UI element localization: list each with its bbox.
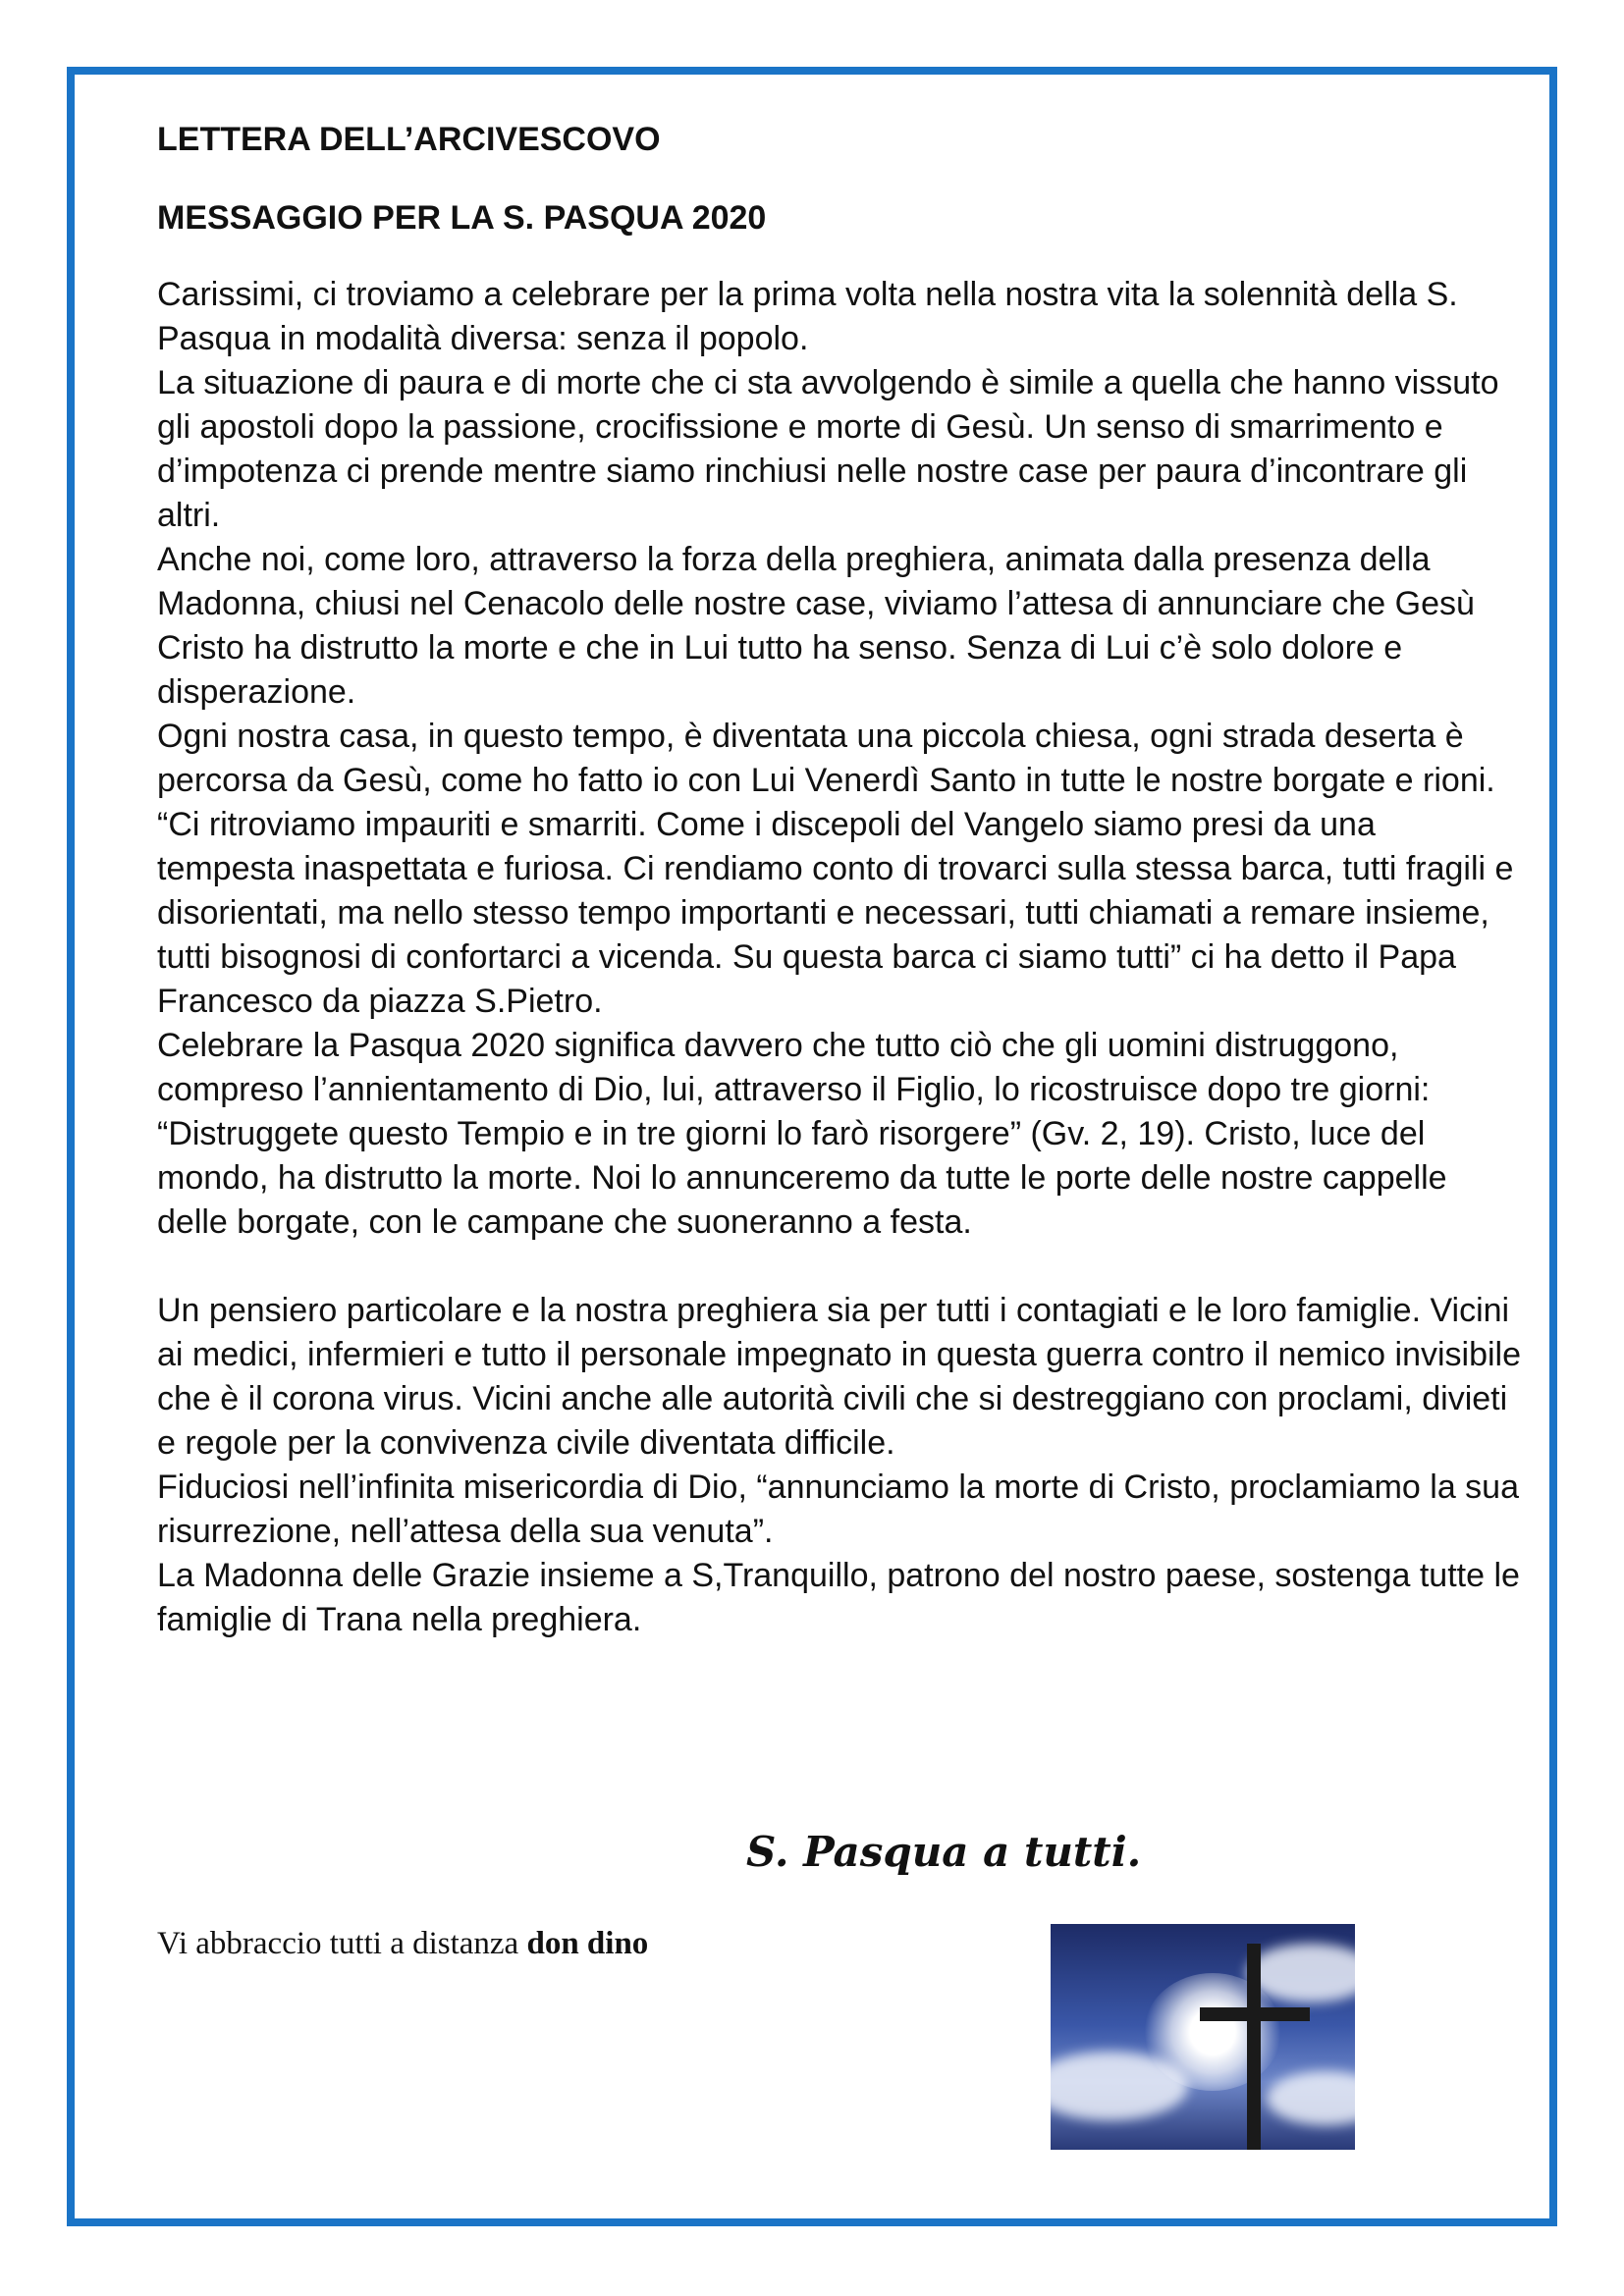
- easter-greeting: S. Pasqua a tutti.: [746, 1828, 1142, 1876]
- paragraph: Anche noi, come loro, attraverso la forza della preghiera, animata dalla presenza della Madonna, chiusi nel Cenacolo delle nostre case, viviamo l’attesa di annunciare che Gesù Cristo ha distrutto la morte e che in Lui tutto ha senso. Senza di Lui c’è solo dolore e disperazione.: [157, 541, 1475, 711]
- paragraph: Ogni nostra casa, in questo tempo, è diventata una piccola chiesa, ogni strada deserta è percorsa da Gesù, come ho fatto io con Lui Venerdì Santo in tutte le nostre borgate e rioni.: [157, 718, 1495, 799]
- paragraph: “Ci ritroviamo impauriti e smarriti. Come i discepoli del Vangelo siamo presi da una tempesta inaspettata e furiosa. Ci rendiamo conto di trovarci sulla stessa barca, tutti fragili e disorientati, ma nello stesso tempo importanti e necessari, tutti chiamati a remare insieme, tutti bisognosi di confortarci a vicenda. Su questa barca ci siamo tutti” ci ha detto il Papa Francesco da piazza S.Pietro.: [157, 806, 1514, 1020]
- cross-in-sky-icon: [1051, 1924, 1355, 2150]
- letter-title: LETTERA DELL’ARCIVESCOVO: [157, 121, 661, 158]
- paragraph: Celebrare la Pasqua 2020 significa davvero che tutto ciò che gli uomini distruggono, compreso l’annientamento di Dio, lui, attraverso il Figlio, lo ricostruisce dopo tre giorni: “Distruggete questo Tempio e in tre giorni lo farò risorgere” (Gv. 2, 19). Cristo, luce del mondo, ha distrutto la morte. Noi lo annunceremo da tutte le porte delle nostre cappelle delle borgate, con le campane che suoneranno a festa.: [157, 1027, 1447, 1241]
- letter-subtitle: MESSAGGIO PER LA S. PASQUA 2020: [157, 199, 767, 237]
- paragraph: Fiduciosi nell’infinita misericordia di Dio, “annunciamo la morte di Cristo, proclamiamo la sua risurrezione, nell’attesa della sua venuta”.: [157, 1468, 1519, 1550]
- paragraph: Un pensiero particolare e la nostra preghiera sia per tutti i contagiati e le loro famiglie. Vicini ai medici, infermieri e tutto il personale impegnato in questa guerra contro il nemico invisibile che è il corona virus. Vicini anche alle autorità civili che si destreggiano con proclami, divieti e regole per la convivenza civile diventata difficile.: [157, 1292, 1522, 1462]
- signature-name: don dino: [526, 1926, 649, 1961]
- signature-line: [157, 1924, 648, 1963]
- paragraph-block-2: [157, 1289, 1522, 1642]
- letter-content: [157, 120, 1522, 1686]
- paragraph: La situazione di paura e di morte che ci sta avvolgendo è simile a quella che hanno vissuto gli apostoli dopo la passione, crocifissione e morte di Gesù. Un senso di smarrimento e d’impotenza ci prende mentre siamo rinchiusi nelle nostre case per paura d’incontrare gli altri.: [157, 364, 1499, 534]
- paragraph-block-1: [157, 273, 1522, 1245]
- paragraph: La Madonna delle Grazie insieme a S,Tranquillo, patrono del nostro paese, sostenga tutte le famiglie di Trana nella preghiera.: [157, 1557, 1520, 1638]
- paragraph: Carissimi, ci troviamo a celebrare per la prima volta nella nostra vita la solennità della S. Pasqua in modalità diversa: senza il popolo.: [157, 276, 1458, 357]
- signature-text: Vi abbraccio tutti a distanza: [157, 1926, 527, 1961]
